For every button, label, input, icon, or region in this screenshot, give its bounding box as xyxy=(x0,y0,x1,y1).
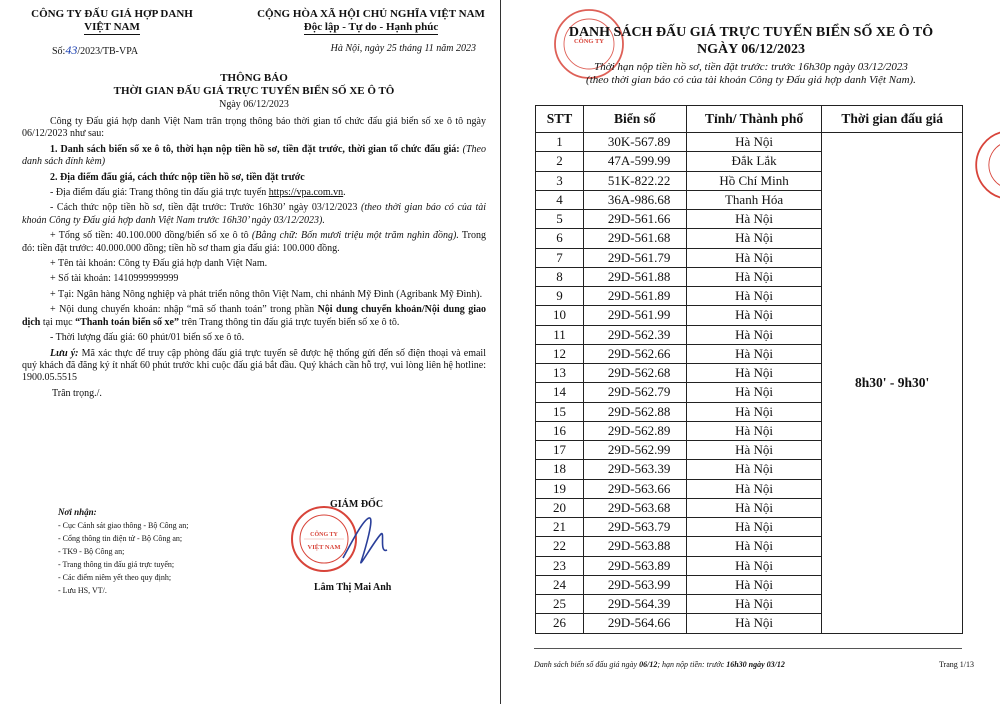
national-motto: Độc lập - Tự do - Hạnh phúc xyxy=(303,21,439,33)
city-cell: Hà Nội xyxy=(686,556,822,575)
page-footer: Danh sách biển số đấu giá ngày 06/12; hạn nộp tiền: trước 16h30 ngày 03/12 Trang 1/13 xyxy=(534,660,974,669)
city-cell: Hà Nội xyxy=(686,614,822,633)
stt-cell: 18 xyxy=(536,460,584,479)
city-cell: Hà Nội xyxy=(686,248,822,267)
plate-cell: 29D-563.88 xyxy=(583,537,686,556)
city-cell: Hà Nội xyxy=(686,575,822,594)
section-1: 1. Danh sách biển số xe ô tô, thời hạn nộp tiền hồ sơ, tiền đặt trước, thời gian tổ chức đấu giá: (Theo danh sách đính kèm) xyxy=(22,143,486,168)
stt-cell: 6 xyxy=(536,229,584,248)
recipient-item: - Trang thông tin đấu giá trực tuyến; xyxy=(58,560,175,569)
deposit-deadline: Thời hạn nộp tiền hồ sơ, tiền đặt trước: trước 16h30p ngày 03/12/2023 xyxy=(594,61,908,73)
plate-cell: 29D-562.66 xyxy=(583,344,686,363)
plate-cell: 30K-567.89 xyxy=(583,133,686,152)
signature-icon xyxy=(335,510,395,572)
stt-cell: 26 xyxy=(536,614,584,633)
stt-cell: 23 xyxy=(536,556,584,575)
plate-cell: 29D-562.89 xyxy=(583,421,686,440)
national-title: CỘNG HÒA XÃ HỘI CHỦ NGHĨA VIỆT NAM xyxy=(257,8,485,20)
table-body xyxy=(536,133,963,634)
city-cell: Hà Nội xyxy=(686,210,822,229)
stt-cell: 22 xyxy=(536,537,584,556)
stt-cell: 14 xyxy=(536,383,584,402)
plate-cell: 29D-564.66 xyxy=(583,614,686,633)
stt-cell: 8 xyxy=(536,267,584,286)
city-cell: Hà Nội xyxy=(686,344,822,363)
stt-cell: 5 xyxy=(536,210,584,229)
city-cell: Hà Nội xyxy=(686,229,822,248)
recipient-item: - Cục Cảnh sát giao thông - Bộ Công an; xyxy=(58,521,189,530)
city-cell: Hà Nội xyxy=(686,287,822,306)
payment-method: - Cách thức nộp tiền hồ sơ, tiền đặt trước: Trước 16h30’ ngày 03/12/2023 (theo thời gian báo có của tài khoản Công ty Đấu giá hợp danh Việt Nam trước 16h30’ ngày 03/12/2023). xyxy=(22,202,487,226)
svg-text:CÔNG TY: CÔNG TY xyxy=(310,532,338,538)
city-cell: Hồ Chí Minh xyxy=(686,171,822,190)
plate-cell: 29D-564.39 xyxy=(583,595,686,614)
stt-cell: 24 xyxy=(536,575,584,594)
recipient-item: - Các điểm niêm yết theo quy định; xyxy=(58,573,172,582)
signer-name: Lâm Thị Mai Anh xyxy=(314,582,392,593)
plate-list-page xyxy=(502,0,1000,704)
svg-text:CÔNG TY: CÔNG TY xyxy=(573,38,605,45)
document-number: Số:43/2023/TB-VPA xyxy=(52,43,139,57)
table-header-row xyxy=(536,106,963,133)
place-date: Hà Nội, ngày 25 tháng 11 năm 2023 xyxy=(330,43,476,54)
plate-cell: 29D-561.79 xyxy=(583,248,686,267)
total-amount: + Tổng số tiền: 40.100.000 đồng/biển số xe ô tô (Bằng chữ: Bốn mươi triệu một trăm nghìn đồng). Trong đó: tiền đặt trước: 40.000.000 đồng; tiền hồ sơ tham gia đấu giá: 100.000 đồng. xyxy=(22,230,487,254)
company-name-line2: VIỆT NAM xyxy=(84,21,140,33)
stt-cell: 12 xyxy=(536,344,584,363)
stt-cell: 19 xyxy=(536,479,584,498)
stt-cell: 15 xyxy=(536,402,584,421)
stt-cell: 7 xyxy=(536,248,584,267)
plate-cell: 29D-562.88 xyxy=(583,402,686,421)
notice-title: THÔNG BÁO THỜI GIAN ĐẤU GIÁ TRỰC TUYẾN BIỂN SỐ XE Ô TÔ xyxy=(113,72,395,97)
edge-stamp-icon xyxy=(972,130,1000,200)
city-cell: Hà Nội xyxy=(686,421,822,440)
stt-cell: 10 xyxy=(536,306,584,325)
plates-table xyxy=(535,105,963,634)
time-slot-cell: 8h30' - 9h30' xyxy=(822,133,963,634)
city-cell: Hà Nội xyxy=(686,402,822,421)
city-cell: Hà Nội xyxy=(686,518,822,537)
city-cell: Thanh Hóa xyxy=(686,190,822,209)
recipients-title: Nơi nhận: xyxy=(58,507,97,517)
auction-duration: - Thời lượng đấu giá: 60 phút/01 biển số xe ô tô. xyxy=(50,332,245,344)
stt-cell: 2 xyxy=(536,152,584,171)
plate-cell: 29D-563.99 xyxy=(583,575,686,594)
city-cell: Hà Nội xyxy=(686,325,822,344)
plate-cell: 29D-561.88 xyxy=(583,267,686,286)
plate-cell: 29D-562.68 xyxy=(583,364,686,383)
city-cell: Hà Nội xyxy=(686,498,822,517)
plate-cell: 29D-562.99 xyxy=(583,441,686,460)
stt-cell: 16 xyxy=(536,421,584,440)
city-cell: Hà Nội xyxy=(686,383,822,402)
signer-title: GIÁM ĐỐC xyxy=(330,499,384,510)
note-paragraph: Lưu ý: Mã xác thực để truy cập phòng đấu giá trực tuyến sẽ được hệ thống gửi đến số điện thoại và email quý khách đã đăng ký ít nhất 60 phút trước khi cuộc đấu giá bắt đầu. Quý khách cần hỗ trợ, vui lòng liên hệ hotline: 1900.05.5515 xyxy=(22,347,486,384)
city-cell: Hà Nội xyxy=(686,460,822,479)
footer-divider xyxy=(534,648,962,649)
city-cell: Hà Nội xyxy=(686,537,822,556)
transfer-content: + Nội dung chuyển khoản: nhập “mã số thanh toán” trong phần Nội dung chuyển khoản/Nội dung giao dịch tại mục “Thanh toán biển số xe” trên Trang thông tin đấu giá trực tuyến biển số xe ô tô. xyxy=(22,304,487,328)
stt-cell: 11 xyxy=(536,325,584,344)
city-cell: Hà Nội xyxy=(686,441,822,460)
intro-paragraph: Công ty Đấu giá hợp danh Việt Nam trân trọng thông báo thời gian tổ chức đấu giá biển số xe ô tô ngày 06/12/2023 như sau: xyxy=(22,116,486,140)
document-number-value: 43 xyxy=(65,43,78,57)
plate-cell: 29D-561.66 xyxy=(583,210,686,229)
auction-website-link[interactable]: https://vpa.com.vn xyxy=(268,187,344,199)
svg-text:VIỆT NAM: VIỆT NAM xyxy=(307,544,341,551)
company-header xyxy=(22,8,202,35)
plate-cell: 29D-563.39 xyxy=(583,460,686,479)
city-cell: Hà Nội xyxy=(686,306,822,325)
plate-cell: 29D-562.79 xyxy=(583,383,686,402)
stt-cell: 20 xyxy=(536,498,584,517)
header-city: Tỉnh/ Thành phố xyxy=(686,106,822,133)
city-cell: Hà Nội xyxy=(686,595,822,614)
stt-cell: 17 xyxy=(536,441,584,460)
plate-cell: 29D-563.89 xyxy=(583,556,686,575)
header-stt: STT xyxy=(536,106,584,133)
deposit-note: (theo thời gian báo có của tài khoản Công ty Đấu giá hợp danh Việt Nam). xyxy=(586,74,916,86)
stt-cell: 1 xyxy=(536,133,584,152)
letter-header xyxy=(22,8,486,35)
section-2: 2. Địa điểm đấu giá, cách thức nộp tiền hồ sơ, tiền đặt trước xyxy=(50,171,305,183)
plate-cell: 29D-563.79 xyxy=(583,518,686,537)
plate-cell: 29D-562.39 xyxy=(583,325,686,344)
plate-cell: 29D-561.99 xyxy=(583,306,686,325)
stt-cell: 4 xyxy=(536,190,584,209)
recipient-item: - Lưu HS, VT/. xyxy=(58,586,107,595)
plate-cell: 29D-563.66 xyxy=(583,479,686,498)
city-cell: Hà Nội xyxy=(686,267,822,286)
notice-body xyxy=(22,116,486,385)
notice-date: Ngày 06/12/2023 xyxy=(219,99,289,110)
recipient-item: - Cổng thông tin điện tử - Bộ Công an; xyxy=(58,534,183,543)
city-cell: Hà Nội xyxy=(686,133,822,152)
account-name: + Tên tài khoản: Công ty Đấu giá hợp danh Việt Nam. xyxy=(50,258,268,270)
header-time: Thời gian đấu giá xyxy=(822,106,963,133)
bank-info: + Tại: Ngân hàng Nông nghiệp và phát triển nông thôn Việt Nam, chi nhánh Mỹ Đình (Agribank Mỹ Đình). xyxy=(50,288,483,300)
stt-cell: 21 xyxy=(536,518,584,537)
auction-location: - Địa điểm đấu giá: Trang thông tin đấu giá trực tuyến https://vpa.com.vn. xyxy=(50,187,346,199)
table-row xyxy=(536,133,963,152)
stt-cell: 3 xyxy=(536,171,584,190)
city-cell: Hà Nội xyxy=(686,479,822,498)
page-number: Trang 1/13 xyxy=(938,660,974,669)
plate-cell: 29D-563.68 xyxy=(583,498,686,517)
city-cell: Đắk Lắk xyxy=(686,152,822,171)
recipient-item: - TK9 - Bộ Công an; xyxy=(58,547,125,556)
header-plate: Biển số xyxy=(583,106,686,133)
doc-meta-row xyxy=(22,43,486,58)
plate-cell: 47A-599.99 xyxy=(583,152,686,171)
plate-cell: 29D-561.68 xyxy=(583,229,686,248)
city-cell: Hà Nội xyxy=(686,364,822,383)
stt-cell: 25 xyxy=(536,595,584,614)
closing-line: Trân trọng./. xyxy=(52,387,102,399)
stt-cell: 13 xyxy=(536,364,584,383)
national-header xyxy=(256,8,486,35)
plate-cell: 51K-822.22 xyxy=(583,171,686,190)
plate-cell: 36A-986.68 xyxy=(583,190,686,209)
stt-cell: 9 xyxy=(536,287,584,306)
plate-cell: 29D-561.89 xyxy=(583,287,686,306)
account-number: + Số tài khoản: 1410999999999 xyxy=(50,273,179,285)
company-name-line1: CÔNG TY ĐẤU GIÁ HỢP DANH xyxy=(31,8,193,20)
recipients-list xyxy=(58,506,188,597)
list-title: DANH SÁCH ĐẤU GIÁ TRỰC TUYẾN BIỂN SỐ XE Ô TÔ NGÀY 06/12/2023 xyxy=(568,25,934,57)
